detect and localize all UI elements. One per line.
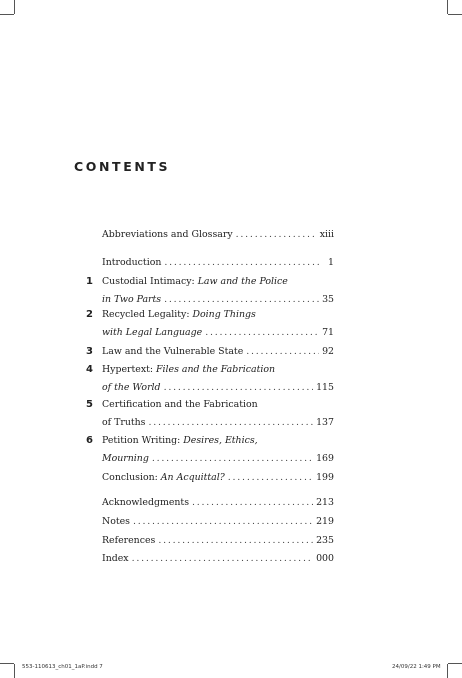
toc-entry-text xyxy=(102,417,334,428)
page-number: 35 xyxy=(322,293,334,305)
page-number: 169 xyxy=(316,452,334,464)
toc-entry-text xyxy=(102,346,334,357)
leader-dots xyxy=(152,453,313,464)
entry-title xyxy=(102,453,149,464)
toc-entry-line xyxy=(86,553,334,567)
entry-title-italic: Desires, Ethics, xyxy=(183,435,258,446)
entry-title xyxy=(102,472,225,483)
crop-mark-top-right-v xyxy=(447,0,448,14)
entry-title xyxy=(102,497,189,508)
toc-entry-line xyxy=(86,435,334,449)
entry-title xyxy=(102,257,161,268)
entry-title-italic: Files and the Fabrication xyxy=(156,364,276,375)
slug-file-name: 553-110613_ch01_1aP.indd 7 xyxy=(22,664,103,670)
contents-heading: CONTENTS xyxy=(74,159,171,174)
entry-title xyxy=(102,553,129,564)
toc-entry-text xyxy=(102,364,334,375)
entry-title xyxy=(102,399,258,410)
leader-dots xyxy=(164,382,314,393)
entry-title xyxy=(102,435,258,446)
entry-title-roman: of Truths xyxy=(102,416,146,428)
entry-title-italic: Doing Things xyxy=(192,309,256,320)
leader-dots xyxy=(236,229,317,240)
entry-title-roman: References xyxy=(102,535,156,546)
toc-entry-line xyxy=(86,382,334,396)
page-number: 115 xyxy=(316,381,334,393)
entry-title-roman: Notes xyxy=(102,516,130,527)
toc-entry-text xyxy=(102,229,334,240)
crop-mark-top-left-h xyxy=(0,14,14,15)
toc-entry-line xyxy=(86,327,334,341)
page-number: 213 xyxy=(316,497,334,508)
entry-title-italic: of the World xyxy=(102,381,161,393)
entry-title-italic: in Two Parts xyxy=(102,293,162,305)
toc-entry-text xyxy=(102,472,334,483)
crop-mark-top-left-v xyxy=(14,0,15,14)
chapter-number: 2 xyxy=(86,309,93,320)
toc-entry-text xyxy=(102,453,334,464)
slug-timestamp: 24/09/22 1:49 PM xyxy=(392,664,441,670)
entry-title-roman: Hypertext: xyxy=(102,364,157,375)
toc-entry-line xyxy=(86,497,334,511)
chapter-number: 1 xyxy=(86,276,93,287)
entry-title xyxy=(102,346,243,357)
entry-title xyxy=(102,309,256,320)
leader-dots xyxy=(133,516,313,527)
leader-dots xyxy=(164,257,319,268)
page-number: xiii xyxy=(319,229,334,240)
crop-mark-bottom-right-h xyxy=(448,663,462,664)
toc-entry-text xyxy=(102,553,334,564)
entry-title-roman: Petition Writing: xyxy=(102,435,184,446)
toc-entry-line xyxy=(86,257,334,271)
crop-mark-top-right-h xyxy=(448,14,462,15)
chapter-number: 5 xyxy=(86,399,93,410)
toc-entry-text xyxy=(102,327,334,338)
entry-title xyxy=(102,417,145,428)
toc-entry-line xyxy=(86,294,334,308)
entry-title-italic: Law and the Police xyxy=(197,276,288,287)
page-number: 000 xyxy=(316,553,334,564)
leader-dots xyxy=(132,553,314,564)
crop-mark-bottom-left-v xyxy=(14,664,15,678)
chapter-number: 6 xyxy=(86,435,93,446)
entry-title-roman: Custodial Intimacy: xyxy=(102,276,198,287)
toc-entry-line xyxy=(86,399,334,413)
toc-entry-line xyxy=(86,364,334,378)
toc-entry-line xyxy=(86,276,334,290)
toc-entry-text xyxy=(102,497,334,508)
toc-entry-text xyxy=(102,399,334,410)
entry-title xyxy=(102,382,161,393)
toc-entry-line xyxy=(86,417,334,431)
entry-title-roman: Introduction xyxy=(102,257,162,268)
chapter-number: 3 xyxy=(86,346,93,357)
leader-dots xyxy=(205,327,319,338)
entry-title xyxy=(102,327,202,338)
leader-dots xyxy=(164,294,319,305)
entry-title xyxy=(102,535,155,546)
entry-title xyxy=(102,364,275,375)
leader-dots xyxy=(192,497,313,508)
toc-entry-line xyxy=(86,472,334,486)
entry-title-roman: Law and the Vulnerable State xyxy=(102,346,244,357)
page-number: 219 xyxy=(316,516,334,527)
page-number: 71 xyxy=(322,326,334,338)
page-number: 235 xyxy=(316,535,334,546)
toc-entry-line xyxy=(86,453,334,467)
entry-title-roman: Certification and the Fabrication xyxy=(102,399,258,410)
toc-entry-text xyxy=(102,294,334,305)
toc-entry-text xyxy=(102,276,334,287)
page-number: 199 xyxy=(316,472,334,483)
toc-entry-line xyxy=(86,516,334,530)
entry-title-italic: An Acquittal? xyxy=(160,472,225,483)
leader-dots xyxy=(148,417,313,428)
toc-entry-text xyxy=(102,535,334,546)
entry-title-roman: Acknowledgments xyxy=(102,497,190,508)
toc-entry-text xyxy=(102,382,334,393)
entry-title-roman: Conclusion: xyxy=(102,472,161,483)
toc-entry-line xyxy=(86,229,334,243)
entry-title xyxy=(102,276,288,287)
crop-mark-bottom-left-h xyxy=(0,663,14,664)
toc-entry-line xyxy=(86,346,334,360)
page-number: 92 xyxy=(322,346,334,357)
entry-title xyxy=(102,294,161,305)
page-number: 137 xyxy=(316,416,334,428)
toc-entry-text xyxy=(102,516,334,527)
entry-title-roman: Abbreviations and Glossary xyxy=(102,229,233,240)
leader-dots xyxy=(246,346,319,357)
toc-entry-text xyxy=(102,309,334,320)
entry-title-italic: with Legal Language xyxy=(102,326,203,338)
crop-mark-bottom-right-v xyxy=(447,664,448,678)
toc-entry-text xyxy=(102,435,334,446)
chapter-number: 4 xyxy=(86,364,93,375)
entry-title-roman: Index xyxy=(102,553,129,564)
leader-dots xyxy=(228,472,313,483)
page-number: 1 xyxy=(328,257,334,268)
toc-entry-text xyxy=(102,257,334,268)
toc-entry-line xyxy=(86,535,334,549)
entry-title xyxy=(102,516,130,527)
entry-title-roman: Recycled Legality: xyxy=(102,309,193,320)
leader-dots xyxy=(158,535,313,546)
entry-title-italic: Mourning xyxy=(102,452,149,464)
toc-entry-line xyxy=(86,309,334,323)
entry-title xyxy=(102,229,233,240)
